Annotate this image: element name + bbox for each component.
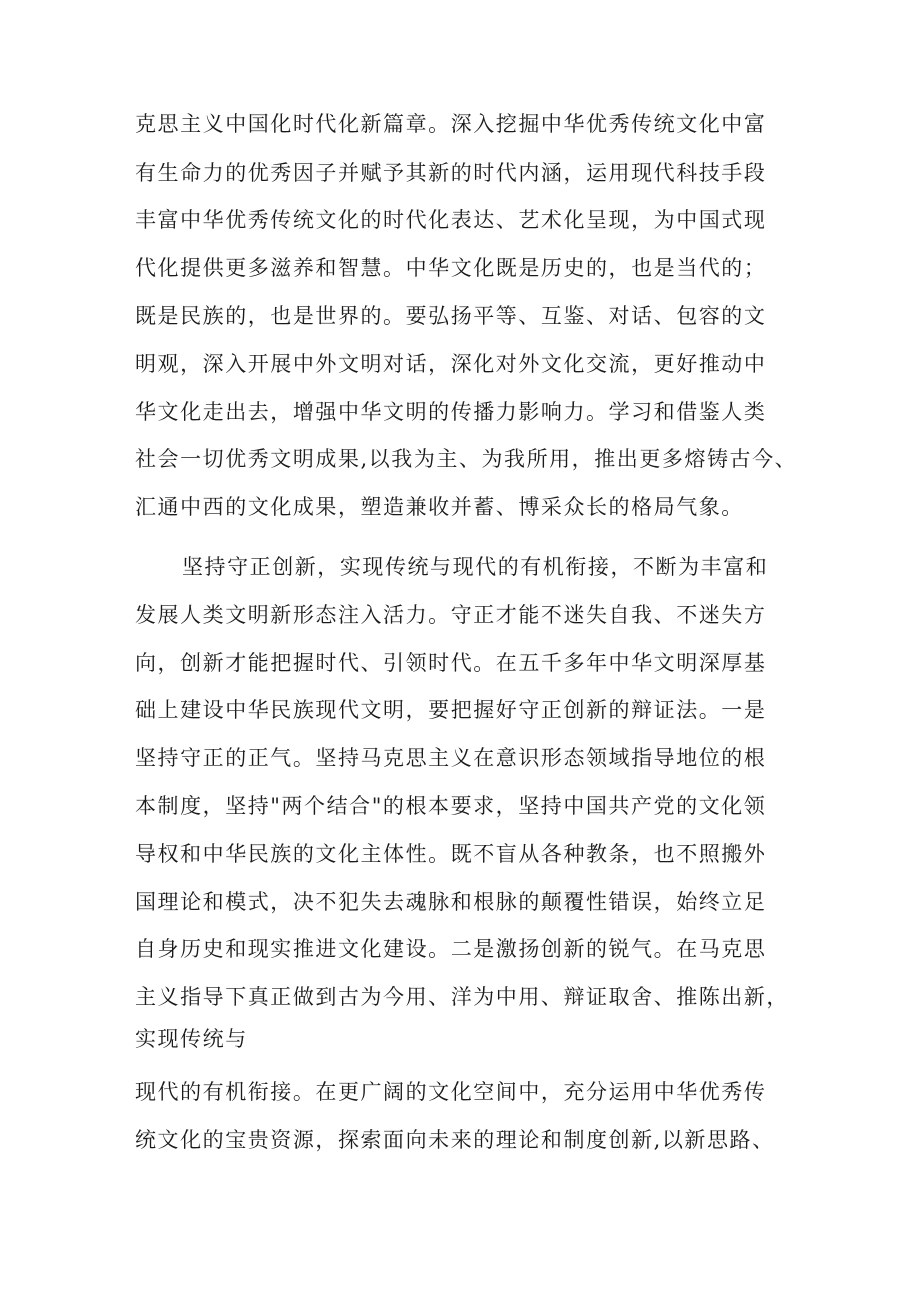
text-line: 克思主义中国化时代化新篇章。深入挖掘中华优秀传统文化中富 (135, 112, 767, 136)
text-line: 代化提供更多滋养和智慧。中华文化既是历史的，也是当代的； (135, 256, 767, 280)
text-line: 发展人类文明新形态注入活力。守正才能不迷失自我、不迷失方 (135, 603, 767, 627)
text-line: 国理论和模式，决不犯失去魂脉和根脉的颠覆性错误，始终立足 (135, 890, 767, 914)
text-line: 统文化的宝贵资源，探索面向未来的理论和制度创新,以新思路、 (135, 1128, 775, 1152)
text-line: 导权和中华民族的文化主体性。既不盲从各种教条，也不照搬外 (135, 842, 767, 866)
text-line: 既是民族的，也是世界的。要弘扬平等、互鉴、对话、包容的文 (135, 304, 767, 328)
text-line: 主义指导下真正做到古为今用、洋为中用、辩证取舍、推陈出新， (135, 985, 789, 1009)
text-line: 向，创新才能把握时代、引领时代。在五千多年中华文明深厚基 (135, 651, 767, 675)
text-line: 汇通中西的文化成果，塑造兼收并蓄、博采众长的格局气象。 (135, 495, 744, 519)
text-line: 明观，深入开展中外文明对话，深化对外文化交流，更好推动中 (135, 352, 767, 376)
text-line: 有生命力的优秀因子并赋予其新的时代内涵，运用现代科技手段 (135, 161, 767, 185)
text-line: 现代的有机衔接。在更广阔的文化空间中，充分运用中华优秀传 (135, 1080, 767, 1104)
text-line: 本制度，坚持"两个结合"的根本要求，坚持中国共产党的文化领 (135, 794, 767, 818)
text-line: 础上建设中华民族现代文明，要把握好守正创新的辩证法。一是 (135, 698, 767, 722)
text-line: 坚持守正的正气。坚持马克思主义在意识形态领域指导地位的根 (135, 746, 767, 770)
text-line: 华文化走出去，增强中华文明的传播力影响力。学习和借鉴人类 (135, 400, 767, 424)
text-line: 社会一切优秀文明成果,以我为主、为我所用，推出更多熔铸古今、 (135, 447, 798, 471)
text-line: 自身历史和现实推进文化建设。二是激扬创新的锐气。在马克思 (135, 937, 767, 961)
text-line: 丰富中华优秀传统文化的时代化表达、艺术化呈现，为中国式现 (135, 208, 767, 232)
text-line: 实现传统与 (135, 1027, 248, 1051)
text-line: 坚持守正创新，实现传统与现代的有机衔接，不断为丰富和 (182, 555, 769, 579)
